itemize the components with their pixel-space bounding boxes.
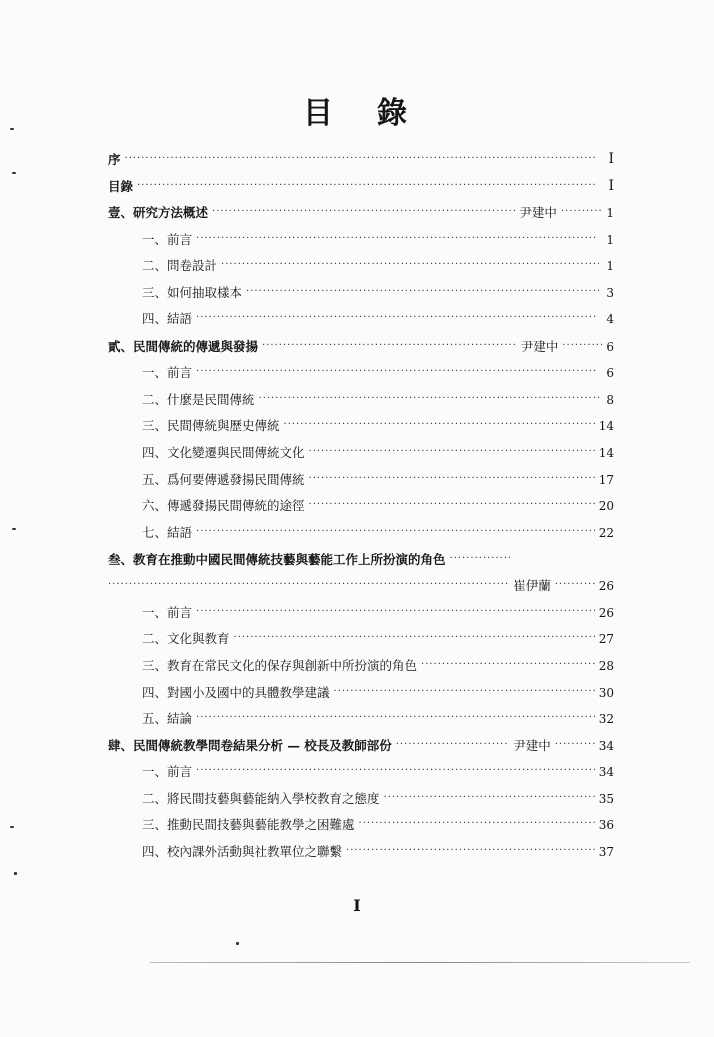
toc-subsection-row (108, 353, 614, 379)
toc-entry-label: 目錄 (108, 178, 134, 194)
toc-continuation-row (108, 566, 614, 592)
toc-leader-dots (309, 474, 595, 484)
toc-entry-page-number: 4 (606, 312, 614, 326)
toc-leader-dots (125, 154, 596, 164)
toc-subsection-row (108, 832, 614, 858)
toc-subsection-row (108, 433, 614, 459)
toc-leader-dots (384, 793, 595, 803)
toc-leader-dots (561, 207, 601, 217)
toc-entry-page-number: 34 (598, 739, 614, 753)
toc-entry-page-number: 1 (606, 206, 614, 220)
toc-entry-label: 五、結論 (142, 710, 193, 726)
toc-leader-dots (137, 181, 596, 191)
toc-leader-dots (450, 554, 510, 564)
toc-entry-page-number: 1 (606, 233, 614, 247)
toc-subsection-row (108, 273, 614, 299)
toc-entry-page-number: 3 (606, 286, 614, 300)
toc-entry-page-number: 6 (606, 366, 614, 380)
toc-subsection-row (108, 593, 614, 619)
toc-entry-label: 壹、研究方法概述 (108, 204, 209, 220)
toc-entry-page-number: 6 (606, 340, 614, 354)
toc-leader-dots (359, 819, 595, 829)
toc-subsection-row (108, 752, 614, 778)
toc-leader-dots (309, 500, 595, 510)
toc-entry-label: 四、校內課外活動與社教單位之聯繫 (142, 843, 343, 859)
toc-entry-label: 貳、民間傳統的傳遞與發揚 (108, 338, 259, 354)
toc-entry-page-number: 26 (598, 579, 614, 593)
toc-entry-label: 一、前言 (142, 231, 193, 247)
toc-entry-label: 三、教育在常民文化的保存與創新中所扮演的角色 (142, 657, 418, 673)
toc-entry-page-number: 30 (598, 686, 614, 700)
scan-speck (236, 942, 239, 945)
toc-entry-label: 三、民間傳統與歷史傳統 (142, 417, 280, 433)
toc-leader-dots (196, 607, 595, 617)
toc-entry-label: 序 (108, 151, 121, 167)
toc-entry-author: 崔伊蘭 (513, 577, 551, 593)
toc-section-row (108, 167, 614, 193)
toc-subsection-row (108, 805, 614, 831)
toc-entry-label: 四、結語 (142, 310, 193, 326)
title-char-1: 目 (303, 96, 337, 131)
page-title (0, 88, 714, 132)
scan-artifact-line (150, 962, 690, 963)
toc-subsection-row (108, 299, 614, 325)
toc-subsection-row (108, 486, 614, 512)
toc-entry-label: 肆、民間傳統教學問卷結果分析 — 校長及教師部份 (108, 737, 392, 753)
toc-entry-page-number: 36 (598, 818, 614, 832)
toc-leader-dots (196, 367, 598, 377)
toc-entry-page-number: 14 (598, 446, 614, 460)
toc-leader-dots (555, 740, 595, 750)
toc-section-row (108, 193, 614, 219)
toc-entry-label: 一、前言 (142, 763, 193, 779)
toc-entry-page-number: I (608, 178, 614, 194)
scan-speck (14, 872, 17, 875)
toc-leader-dots (196, 234, 598, 244)
toc-leader-dots (262, 341, 517, 351)
toc-leader-dots (259, 394, 600, 404)
scan-speck (12, 528, 16, 530)
toc-entry-page-number: 28 (598, 659, 614, 673)
toc-section-row (108, 726, 614, 752)
toc-subsection-row (108, 673, 614, 699)
toc-entry-label: 三、推動民間技藝與藝能教學之困難處 (142, 816, 355, 832)
toc-entry-label: 四、對國小及國中的具體教學建議 (142, 684, 330, 700)
toc-leader-dots (221, 260, 599, 270)
toc-subsection-row (108, 779, 614, 805)
toc-subsection-row (108, 380, 614, 406)
scan-speck (12, 172, 16, 174)
toc-entry-label: 七、結語 (142, 524, 193, 540)
toc-entry-label: 叁、教育在推動中國民間傳統技藝與藝能工作上所扮演的角色 (108, 551, 446, 567)
toc-leader-dots (562, 341, 602, 351)
toc-entry-page-number: 8 (606, 393, 614, 407)
toc-entry-label: 三、如何抽取樣本 (142, 284, 243, 300)
toc-leader-dots (246, 287, 599, 297)
toc-subsection-row (108, 699, 614, 725)
toc-section-row (108, 540, 614, 566)
toc-leader-dots (334, 687, 595, 697)
toc-leader-dots (234, 633, 595, 643)
scan-speck (10, 826, 14, 828)
toc-entry-page-number: I (608, 151, 614, 167)
toc-entry-page-number: 14 (598, 419, 614, 433)
toc-leader-dots (284, 420, 595, 430)
toc-entry-label: 二、文化與教育 (142, 630, 230, 646)
toc-entry-author: 尹建中 (513, 737, 551, 753)
page-folio: I (353, 896, 361, 915)
toc-entry-label: 四、文化變遷與民間傳統文化 (142, 444, 305, 460)
toc-entry-page-number: 1 (606, 259, 614, 273)
title-char-2: 錄 (377, 96, 411, 131)
toc-leader-dots (108, 580, 509, 590)
toc-subsection-row (108, 460, 614, 486)
toc-leader-dots (346, 846, 595, 856)
toc-leader-dots (555, 580, 595, 590)
toc-entry-page-number: 22 (598, 526, 614, 540)
toc-entry-page-number: 37 (598, 845, 614, 859)
toc-entry-label: 六、傳遞發揚民間傳統的途徑 (142, 497, 305, 513)
toc-subsection-row (108, 619, 614, 645)
toc-entry-label: 一、前言 (142, 604, 193, 620)
toc-leader-dots (396, 740, 509, 750)
toc-entry-page-number: 17 (598, 473, 614, 487)
toc-entry-page-number: 35 (598, 792, 614, 806)
toc-entry-author: 尹建中 (519, 204, 557, 220)
toc-subsection-row (108, 513, 614, 539)
toc-leader-dots (196, 527, 595, 537)
toc-entry-page-number: 27 (598, 632, 614, 646)
toc-entry-page-number: 34 (598, 765, 614, 779)
toc-leader-dots (212, 207, 515, 217)
toc-leader-dots (421, 660, 595, 670)
toc-entry-label: 一、前言 (142, 364, 193, 380)
toc-section-row (108, 140, 614, 166)
toc-subsection-row (108, 406, 614, 432)
toc-entry-author: 尹建中 (520, 338, 559, 354)
toc-entry-label: 二、問卷設計 (142, 257, 218, 273)
toc-entry-label: 二、將民間技藝與藝能納入學校教育之態度 (142, 790, 380, 806)
toc-subsection-row (108, 246, 614, 272)
toc-section-row (108, 327, 614, 353)
toc-entry-label: 二、什麼是民間傳統 (142, 391, 255, 407)
scan-speck (10, 128, 14, 130)
toc-entry-page-number: 20 (598, 499, 614, 513)
toc-leader-dots (309, 447, 595, 457)
toc-leader-dots (196, 313, 598, 323)
toc-leader-dots (196, 766, 595, 776)
toc-entry-label: 五、爲何要傳遞發揚民間傳統 (142, 471, 305, 487)
toc-entry-page-number: 26 (598, 606, 614, 620)
toc-subsection-row (108, 646, 614, 672)
toc-subsection-row (108, 220, 614, 246)
toc-entry-page-number: 32 (598, 712, 614, 726)
toc-leader-dots (196, 713, 595, 723)
